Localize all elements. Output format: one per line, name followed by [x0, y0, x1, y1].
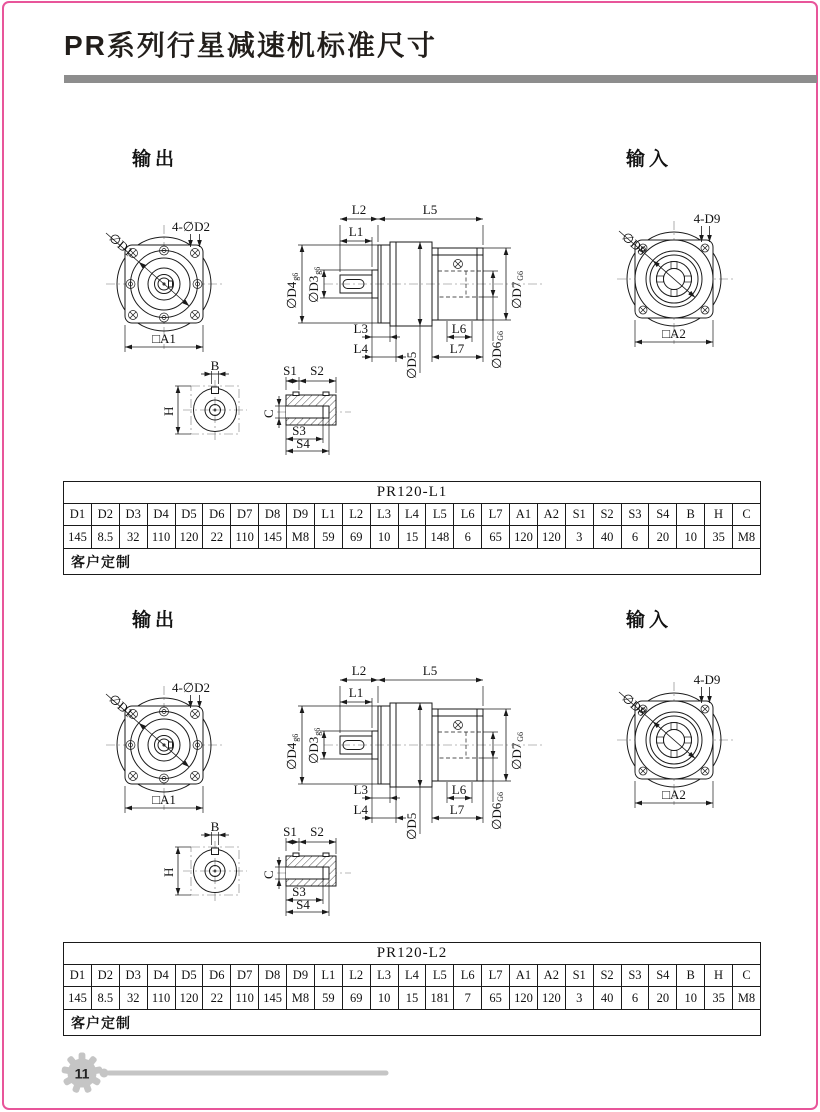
key-section-view	[253, 823, 368, 921]
dimension-value: 110	[231, 987, 259, 1010]
input-view-label: 输入	[626, 610, 673, 631]
dim-d1: ∅D1	[106, 690, 137, 721]
dim-a2: □A2	[662, 326, 686, 341]
dim-s3: S3	[292, 884, 306, 899]
dimension-value: 6	[621, 987, 649, 1010]
column-header: B	[677, 504, 705, 526]
dim-d4: ∅D4g6	[284, 272, 300, 309]
dim-h: H	[161, 867, 176, 877]
side-view	[280, 656, 560, 848]
column-header: S2	[593, 504, 621, 526]
dim-d6: ∅D6G6	[489, 331, 505, 369]
column-header: S3	[621, 504, 649, 526]
column-header: L6	[454, 504, 482, 526]
dim-l3: L3	[353, 321, 368, 336]
dim-b: B	[210, 819, 220, 834]
column-header: D9	[287, 965, 315, 987]
dim-a1: □A1	[152, 331, 176, 346]
column-header: L5	[426, 504, 454, 526]
custom-note: 客户定制	[64, 549, 761, 575]
dim-l4: L4	[353, 341, 368, 356]
column-header: D4	[147, 965, 175, 987]
keyway-notch	[212, 848, 219, 855]
column-header: A1	[510, 965, 538, 987]
dimension-value: 8.5	[91, 987, 119, 1010]
column-header: A2	[537, 965, 565, 987]
page-footer	[56, 1049, 392, 1097]
table-title: PR120-L1	[64, 482, 761, 504]
output-flange-view	[78, 215, 248, 365]
dim-d7: ∅D7G6	[509, 271, 525, 309]
column-header: L7	[482, 504, 510, 526]
column-header: L1	[314, 504, 342, 526]
dimension-value: 110	[147, 526, 175, 549]
column-header: D3	[119, 504, 147, 526]
dimension-value: 120	[537, 526, 565, 549]
page-title: PR系列行星减速机标准尺寸	[64, 30, 437, 61]
dimension-value: 59	[314, 526, 342, 549]
column-header: D3	[119, 965, 147, 987]
dimension-value: 40	[593, 987, 621, 1010]
dimension-value: 181	[426, 987, 454, 1010]
dimension-value: 10	[677, 987, 705, 1010]
dim-d8: ∅D8	[619, 228, 650, 259]
dim-s4: S4	[296, 436, 310, 451]
dim-d8: ∅D8	[619, 689, 650, 720]
dim-l2: L2	[351, 663, 367, 678]
dim-c: C	[261, 409, 276, 418]
column-header: L4	[398, 965, 426, 987]
column-header: S1	[565, 965, 593, 987]
dim-d1: ∅D1	[106, 229, 137, 260]
dim-d7: ∅D7G6	[509, 732, 525, 770]
dimension-value: 15	[398, 526, 426, 549]
dimension-value: 3	[565, 526, 593, 549]
dimension-value: M8	[287, 526, 315, 549]
dimension-value: 8.5	[91, 526, 119, 549]
dim-s2: S2	[310, 363, 324, 378]
dimension-value: 145	[259, 987, 287, 1010]
title-underline-bar	[64, 75, 817, 83]
clamp-screw	[454, 260, 463, 269]
dimension-value: 32	[119, 526, 147, 549]
column-header: L7	[482, 965, 510, 987]
dim-a1: □A1	[152, 792, 176, 807]
dim-l1: L1	[348, 685, 364, 700]
dimension-value: 120	[537, 987, 565, 1010]
dim-a2: □A2	[662, 787, 686, 802]
column-header: L3	[370, 965, 398, 987]
dim-l5: L5	[422, 663, 438, 678]
dimension-value: 35	[705, 526, 733, 549]
table-title: PR120-L2	[64, 943, 761, 965]
dimension-value: 120	[175, 987, 203, 1010]
input-view-label: 输入	[626, 149, 673, 170]
dimension-value: 10	[370, 526, 398, 549]
column-header: L6	[454, 965, 482, 987]
dimension-value: 69	[342, 987, 370, 1010]
dimension-value: 145	[64, 987, 92, 1010]
custom-note: 客户定制	[64, 1010, 761, 1036]
column-header: L5	[426, 965, 454, 987]
dimension-value: 35	[705, 987, 733, 1010]
input-flange-view	[593, 213, 763, 363]
dim-4d9: 4-D9	[693, 211, 721, 226]
dim-d3: ∅D3g6	[306, 266, 322, 303]
dimension-value: 6	[454, 526, 482, 549]
dim-d6: ∅D6G6	[489, 792, 505, 830]
column-header: H	[705, 965, 733, 987]
dim-d4: ∅D4g6	[284, 733, 300, 770]
dimension-table-pr120-l2	[63, 942, 761, 1036]
column-header: D9	[287, 504, 315, 526]
dim-l6: L6	[451, 321, 467, 336]
output-view-label: 输出	[132, 149, 179, 170]
dimension-value: M8	[733, 526, 761, 549]
dim-d3: ∅D3g6	[306, 727, 322, 764]
dimension-value: 10	[677, 526, 705, 549]
column-header: A2	[537, 504, 565, 526]
column-header: D6	[203, 965, 231, 987]
column-header: D4	[147, 504, 175, 526]
dimension-value: 20	[649, 987, 677, 1010]
dim-s1: S1	[283, 363, 297, 378]
column-header: S4	[649, 965, 677, 987]
dimension-value: M8	[287, 987, 315, 1010]
dim-d5: ∅D5	[404, 812, 419, 840]
shaft-keyway	[169, 281, 173, 287]
dimension-value: M8	[733, 987, 761, 1010]
dimension-value: 148	[426, 526, 454, 549]
dimension-value: 120	[510, 526, 538, 549]
dim-l2: L2	[351, 202, 367, 217]
dimension-value: 20	[649, 526, 677, 549]
column-header: S1	[565, 504, 593, 526]
dim-4d2: 4-∅D2	[171, 219, 211, 234]
dimension-value: 120	[175, 526, 203, 549]
dim-s3: S3	[292, 423, 306, 438]
column-header: S2	[593, 965, 621, 987]
output-view-label: 输出	[132, 610, 179, 631]
dimension-value: 145	[259, 526, 287, 549]
dimension-value: 59	[314, 987, 342, 1010]
model-section-pr120-l1	[0, 140, 820, 580]
column-header: L2	[342, 504, 370, 526]
dimension-value: 110	[147, 987, 175, 1010]
column-header: D6	[203, 504, 231, 526]
dimension-value: 7	[454, 987, 482, 1010]
dimension-value: 6	[621, 526, 649, 549]
dim-4d2: 4-∅D2	[171, 680, 211, 695]
dimension-value: 3	[565, 987, 593, 1010]
column-header: D2	[91, 965, 119, 987]
shaft-keyway	[169, 742, 173, 748]
dim-d5: ∅D5	[404, 351, 419, 379]
column-header: C	[733, 504, 761, 526]
dimension-value: 110	[231, 526, 259, 549]
dim-s1: S1	[283, 824, 297, 839]
column-header: S3	[621, 965, 649, 987]
side-view	[280, 195, 560, 387]
dim-s4: S4	[296, 897, 310, 912]
column-header: D5	[175, 965, 203, 987]
column-header: H	[705, 504, 733, 526]
dim-l7: L7	[449, 802, 465, 817]
column-header: D5	[175, 504, 203, 526]
model-section-pr120-l2	[0, 601, 820, 1041]
column-header: D7	[231, 504, 259, 526]
column-header: D1	[64, 504, 92, 526]
column-header: A1	[510, 504, 538, 526]
dim-l3: L3	[353, 782, 368, 797]
page-number: 11	[74, 1065, 90, 1082]
column-header: D7	[231, 965, 259, 987]
column-header: L1	[314, 965, 342, 987]
dimension-value: 65	[482, 526, 510, 549]
dimension-value: 22	[203, 987, 231, 1010]
dim-l4: L4	[353, 802, 368, 817]
input-flange-view	[593, 674, 763, 824]
gear-badge	[61, 1053, 103, 1094]
dimension-value: 32	[119, 987, 147, 1010]
dimension-value: 65	[482, 987, 510, 1010]
dim-4d9: 4-D9	[693, 672, 721, 687]
dim-s2: S2	[310, 824, 324, 839]
dim-l6: L6	[451, 782, 467, 797]
key-section-view	[253, 362, 368, 460]
output-flange-view	[78, 676, 248, 826]
keyway-notch	[212, 387, 219, 394]
dim-h: H	[161, 406, 176, 416]
column-header: D8	[259, 504, 287, 526]
column-header: L4	[398, 504, 426, 526]
dim-l5: L5	[422, 202, 438, 217]
column-header: C	[733, 965, 761, 987]
column-header: B	[677, 965, 705, 987]
dimension-value: 10	[370, 987, 398, 1010]
dimension-table-pr120-l1	[63, 481, 761, 575]
dimension-value: 40	[593, 526, 621, 549]
dimension-value: 145	[64, 526, 92, 549]
dim-b: B	[210, 358, 220, 373]
column-header: D1	[64, 965, 92, 987]
clamp-screw	[454, 721, 463, 730]
dim-l7: L7	[449, 341, 465, 356]
column-header: S4	[649, 504, 677, 526]
column-header: L3	[370, 504, 398, 526]
dim-l1: L1	[348, 224, 364, 239]
column-header: D2	[91, 504, 119, 526]
dimension-value: 120	[510, 987, 538, 1010]
dimension-value: 22	[203, 526, 231, 549]
dim-c: C	[261, 870, 276, 879]
column-header: L2	[342, 965, 370, 987]
dimension-value: 69	[342, 526, 370, 549]
column-header: D8	[259, 965, 287, 987]
dimension-value: 15	[398, 987, 426, 1010]
